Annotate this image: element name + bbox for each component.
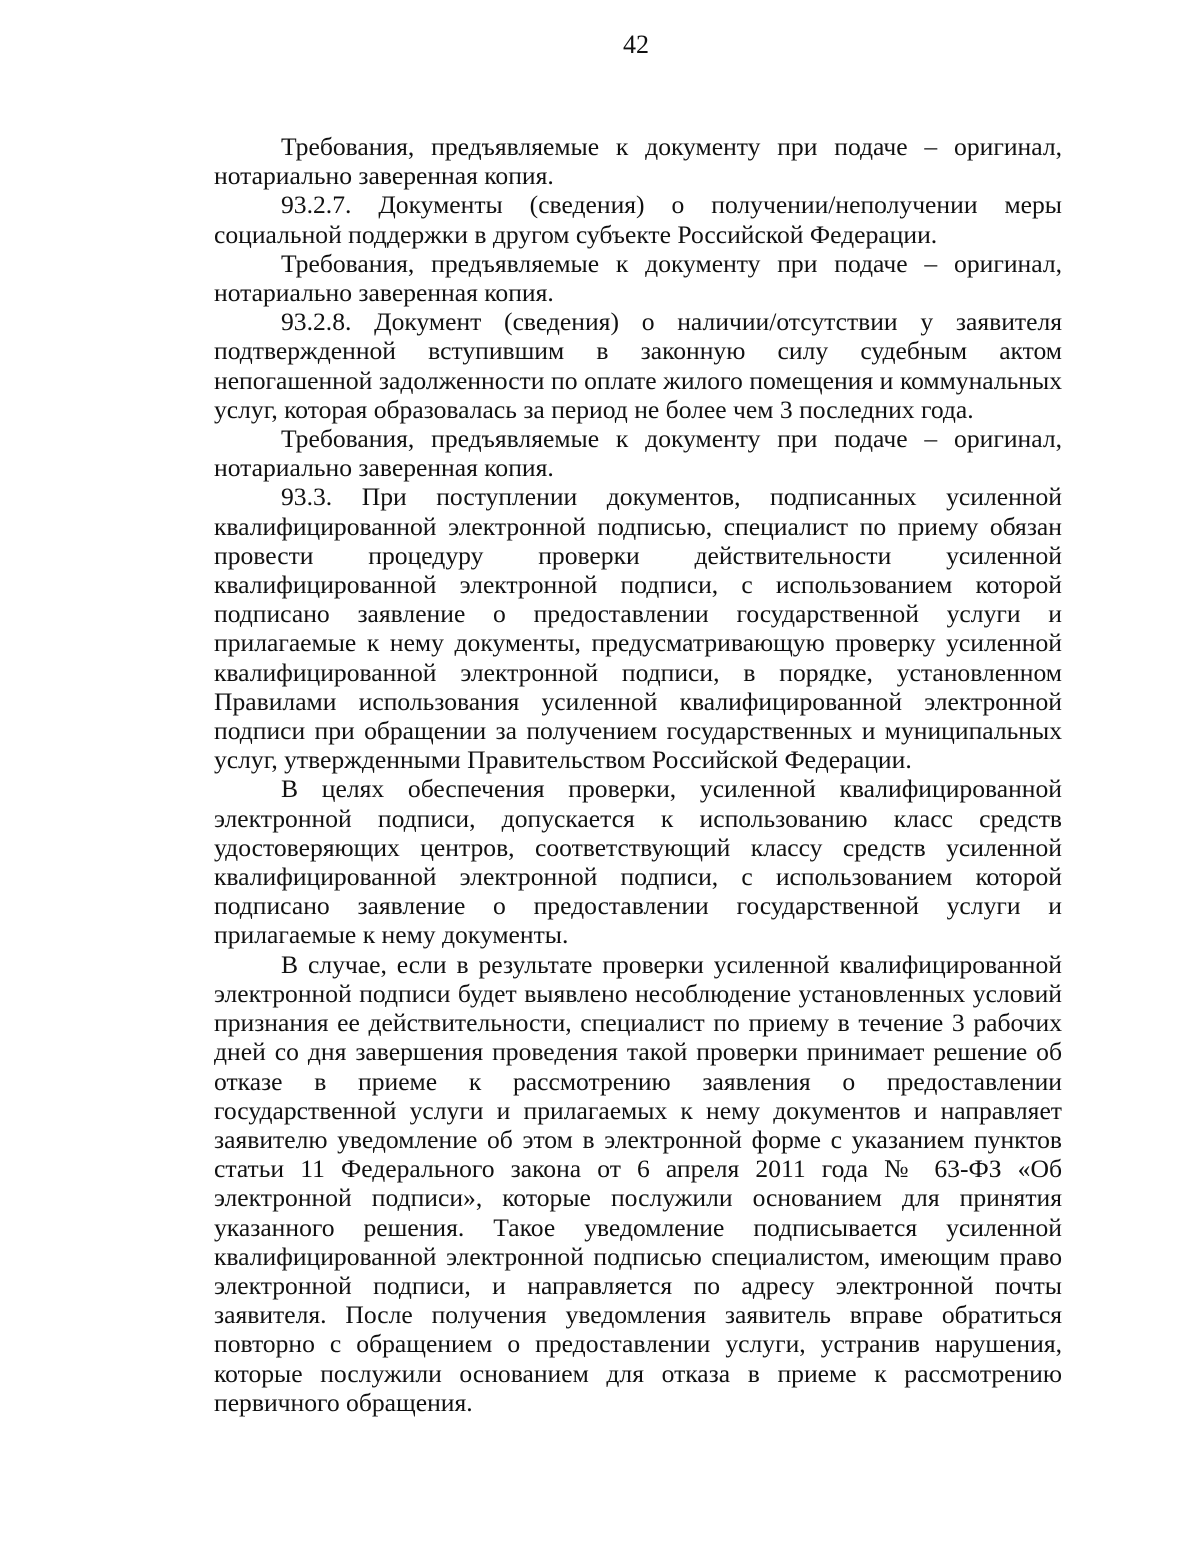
- document-body: [214, 132, 1062, 1417]
- page-number: 42: [623, 30, 649, 59]
- paragraph-verification-failure: В случае, если в результате проверки усиленной квалифицированной электронной подписи будет выявлено несоблюдение установленных условий признания ее действительности, специалист по приему в течение 3 рабочих дней со дня завершения проведения такой проверки принимает решение об отказе в приеме к рассмотрению заявления о предоставлении государственной услуги и прилагаемых к нему документов и направляет заявителю уведомление об этом в электронной форме с указанием пунктов статьи 11 Федерального закона от 6 апреля 2011 года № 63-ФЗ «Об электронной подписи», которые послужили основанием для принятия указанного решения. Такое уведомление подписывается усиленной квалифицированной электронной подписью специалистом, имеющим право электронной подписи, и направляется по адресу электронной почты заявителя. После получения уведомления заявитель вправе обратиться повторно с обращением о предоставлении услуги, устранив нарушения, которые послужили основанием для отказа в приеме к рассмотрению первичного обращения.: [214, 949, 1062, 1417]
- paragraph-requirements-2: Требования, предъявляемые к документу при подаче – оригинал, нотариально заверенная копия.: [214, 248, 1062, 308]
- paragraph-93-2-8: 93.2.8. Документ (сведения) о наличии/отсутствии у заявителя подтвержденной вступившим в законную силу судебным актом непогашенной задолженности по оплате жилого помещения и коммунальных услуг, которая образовалась за период не более чем 3 последних года.: [214, 307, 1062, 424]
- paragraph-requirements-3: Требования, предъявляемые к документу при подаче – оригинал, нотариально заверенная копия.: [214, 424, 1062, 483]
- paragraph-93-3: 93.3. При поступлении документов, подписанных усиленной квалифицированной электронной подписью, специалист по приему обязан провести процедуру проверки действительности усиленной квалифицированной электронной подписи, с использованием которой подписано заявление о предоставлении государственной услуги и прилагаемые к нему документы, предусматривающую проверку усиленной квалифицированной электронной подписи, в порядке, установленном Правилами использования усиленной квалифицированной электронной подписи при обращении за получением государственных и муниципальных услуг, утвержденными Правительством Российской Федерации.: [214, 482, 1062, 775]
- paragraph-verification-purpose: В целях обеспечения проверки, усиленной квалифицированной электронной подписи, допускается к использованию класс средств удостоверяющих центров, соответствующий классу средств усиленной квалифицированной электронной подписи, с использованием которой подписано заявление о предоставлении государственной услуги и прилагаемые к нему документы.: [214, 774, 1062, 950]
- paragraph-93-2-7: 93.2.7. Документы (сведения) о получении/неполучении меры социальной поддержки в другом субъекте Российской Федерации.: [214, 190, 1062, 249]
- paragraph-requirements-1: Требования, предъявляемые к документу при подаче – оригинал, нотариально заверенная копия.: [214, 132, 1062, 191]
